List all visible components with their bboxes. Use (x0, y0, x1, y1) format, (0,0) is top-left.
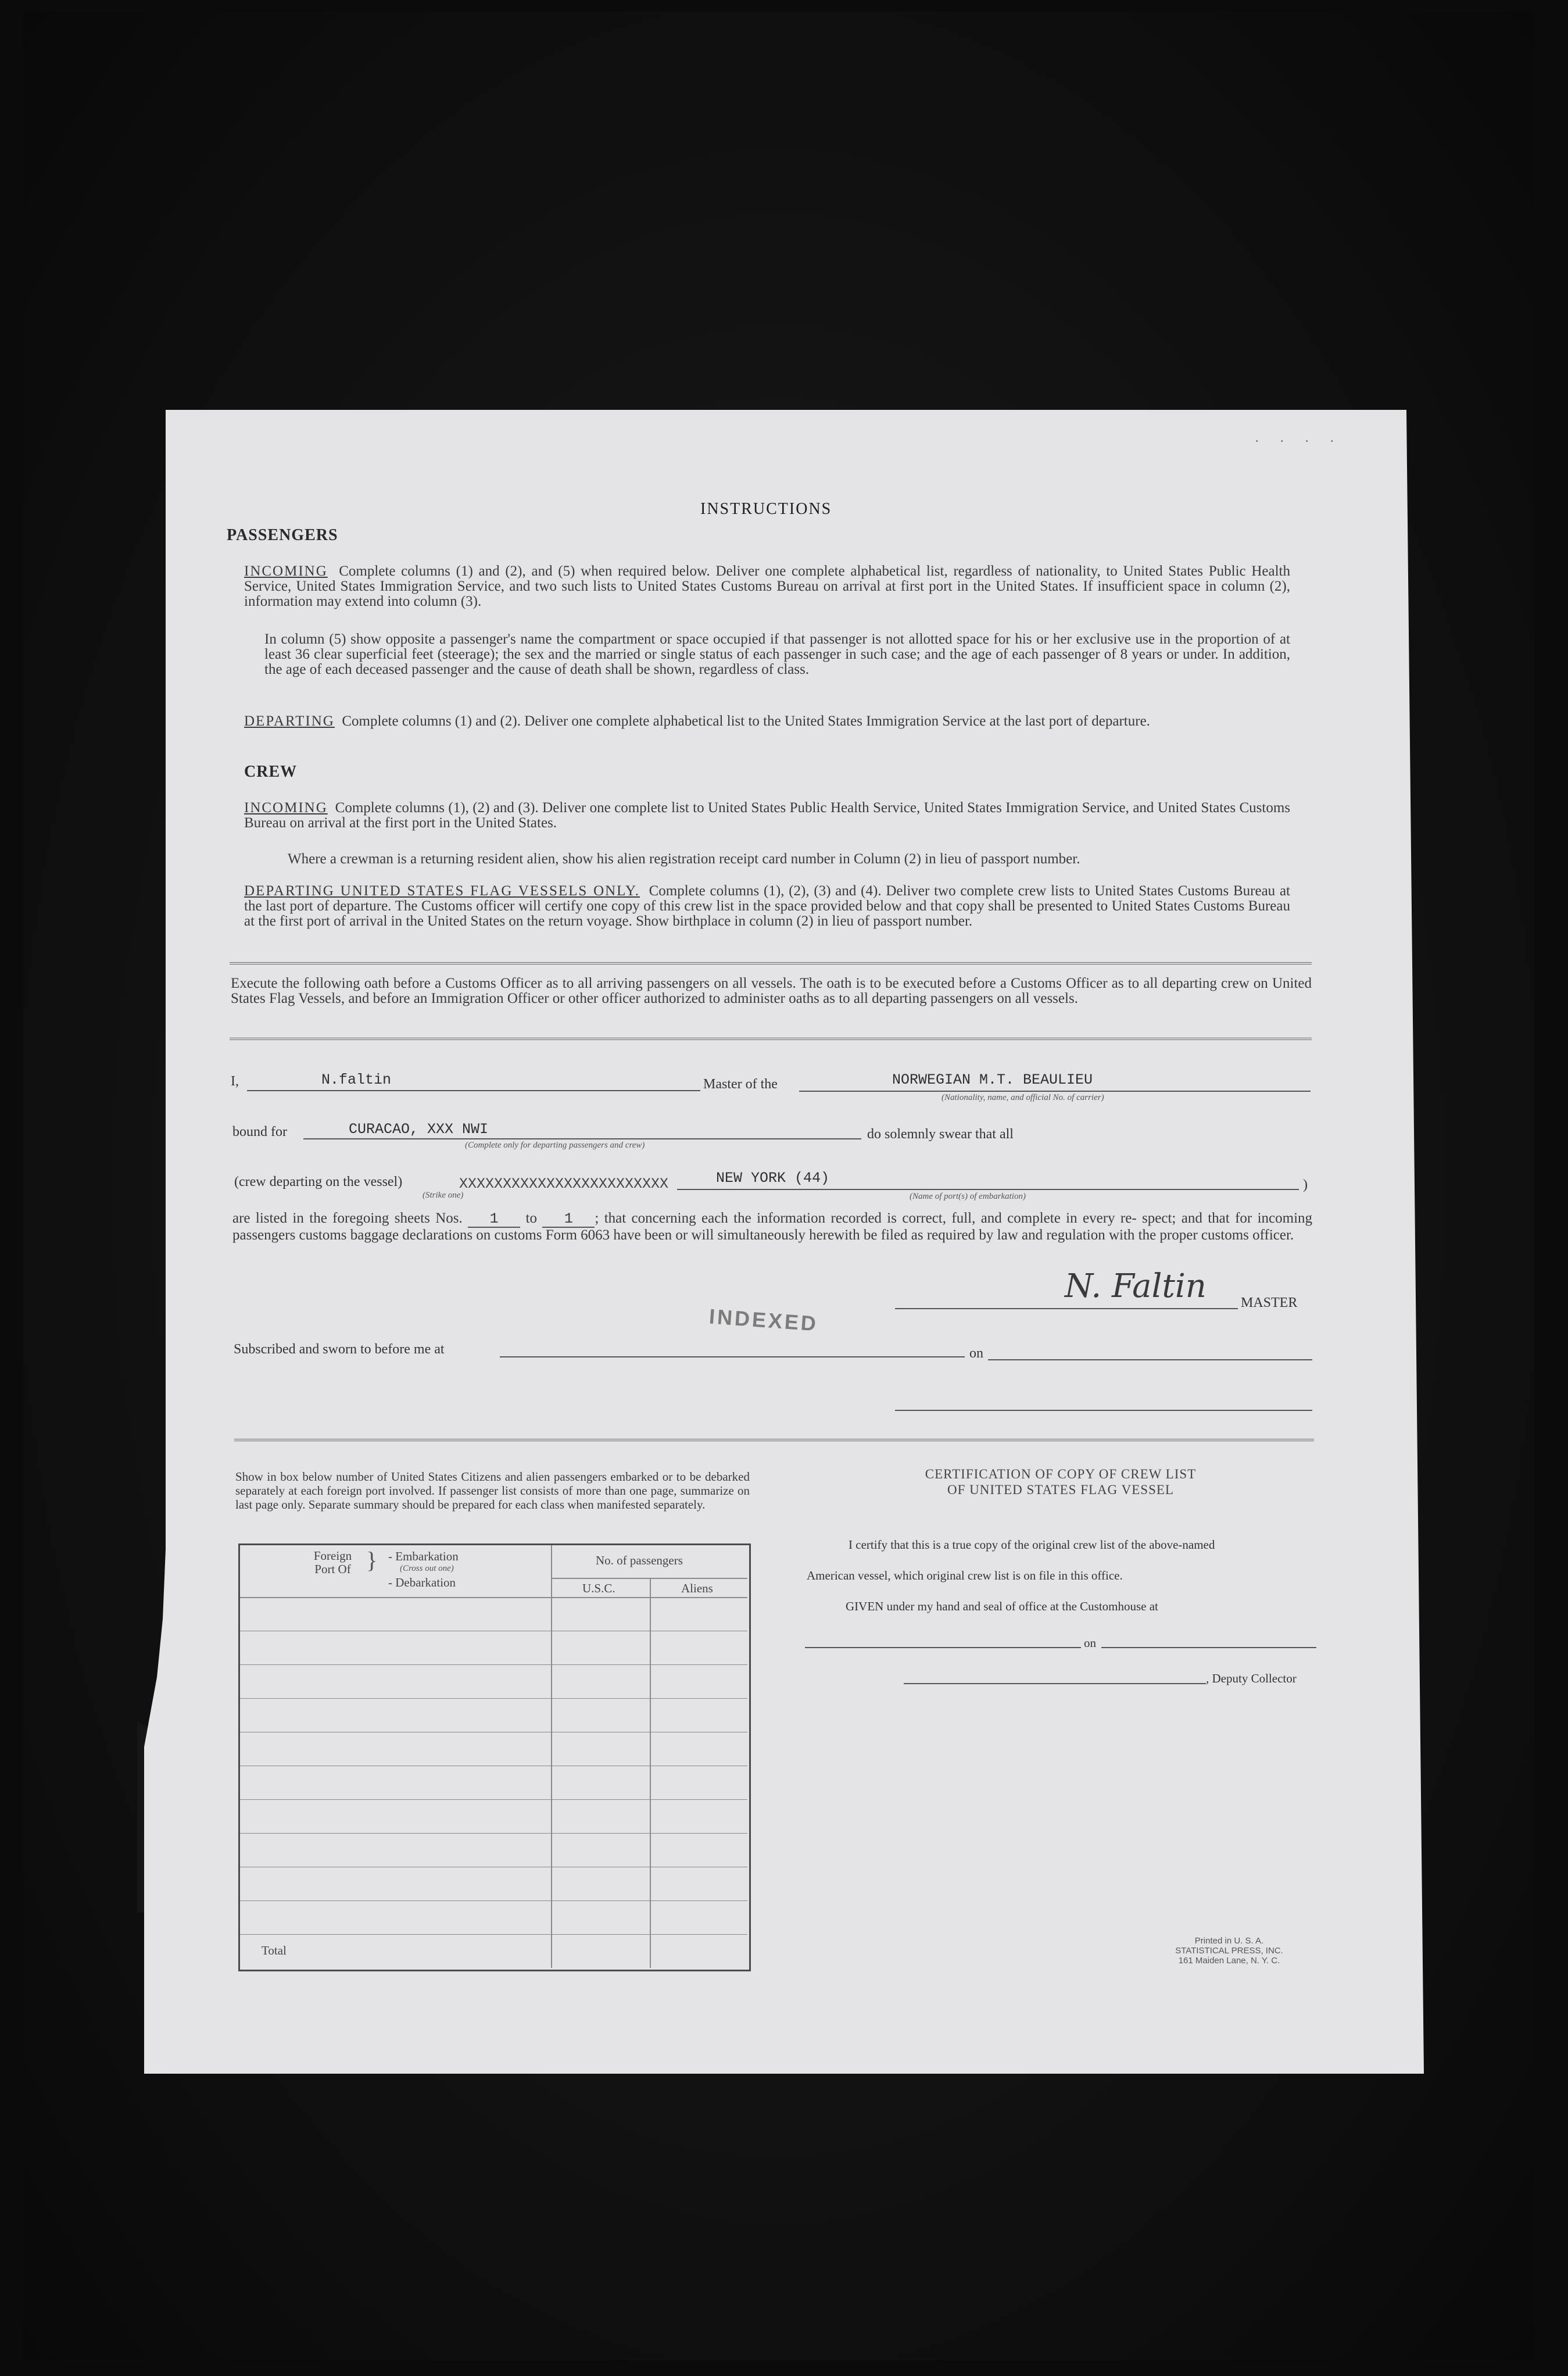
subscribed-place-line (500, 1356, 965, 1357)
col-usc: U.S.C. (582, 1581, 615, 1595)
bound-for-caption: (Complete only for departing passengers and crew) (465, 1141, 645, 1150)
table-col-divider-1 (551, 1545, 552, 1968)
certification-line1: I certify that this is a true copy of the original crew list of the above-named (849, 1538, 1215, 1552)
crew-departing-paragraph (244, 884, 1290, 929)
bound-for-value[interactable]: CURACAO, XXX NWI (349, 1121, 489, 1138)
port-line (677, 1189, 1299, 1190)
sheet-to[interactable]: 1 (542, 1212, 595, 1228)
embarkation-label: - Embarkation (388, 1549, 459, 1563)
subscribed-on-label: on (969, 1346, 983, 1361)
table-row (240, 1934, 747, 1935)
passengers-departing-label: DEPARTING (244, 713, 335, 729)
strike-caption: (Strike one) (423, 1191, 464, 1200)
certification-line2: American vessel, which original crew list is on file in this office. (807, 1568, 1123, 1582)
passengers-incoming-paragraph (244, 564, 1290, 609)
oath-instruction: Execute the following oath before a Customs Officer as to all arriving passengers on all vessels. The oath is to be executed before a Customs Officer as to all departing crew on United States Flag Vessels, and before an Immigration Officer or other officer authorized to administer oaths as to all departing passengers on all vessels. (231, 976, 1312, 1006)
subscribed-label: Subscribed and sworn to before me at (234, 1342, 445, 1357)
vessel-caption: (Nationality, name, and official No. of carrier) (941, 1093, 1104, 1102)
total-label: Total (262, 1943, 287, 1957)
vessel-line (799, 1091, 1311, 1092)
table-row (240, 1900, 747, 1901)
port-of-embarkation[interactable]: NEW YORK (44) (716, 1170, 830, 1187)
crew-departing-text: Complete columns (1), (2), (3) and (4). Deliver two complete crew lists to United States Customs Bureau at the last port of departure. The Customs officer will certify one copy of this crew list in the space provided below and that copy shall be presented to United States Customs Bureau at the first port of arrival in the United States on the return voyage. Show birthplace in column (2) in lieu of passport number. (244, 883, 1290, 929)
crew-departing-label: (crew departing on the vessel) (234, 1174, 403, 1189)
certification-title-line1: CERTIFICATION OF COPY OF CREW LIST (925, 1467, 1197, 1481)
col-foreign-port: Foreign Port Of (313, 1549, 352, 1576)
vessel-name[interactable]: NORWEGIAN M.T. BEAULIEU (892, 1071, 1093, 1088)
col-aliens: Aliens (681, 1581, 713, 1595)
master-name-line (247, 1090, 700, 1091)
oath-i-label: I, (231, 1074, 239, 1089)
summary-instruction: Show in box below number of United States Citizens and alien passengers embarked or to be debarked separately at each foreign port involved. If passenger list consists of more than one page, summarize on last page only. Separate summary should be prepared for each class when manifested separately. (235, 1470, 750, 1512)
indexed-stamp: INDEXED (708, 1304, 819, 1336)
crew-resident-paragraph: Where a crewman is a returning resident alien, show his alien registration receipt card number in Column (2) in lieu of passport number. (288, 851, 1080, 867)
divider-oath (230, 1038, 1312, 1040)
master-signature: N. Faltin (1065, 1267, 1207, 1305)
sheets-paragraph (232, 1211, 1312, 1243)
divider-bottom (234, 1439, 1314, 1441)
bound-for-label: bound for (232, 1124, 287, 1139)
passengers-departing-text: Complete columns (1) and (2). Deliver one complete alphabetical list to the United States Immigration Service at the last port of departure. (342, 713, 1150, 729)
col-passengers: No. of passengers (596, 1553, 683, 1567)
sheets-label: are listed in the foregoing sheets Nos. (232, 1210, 463, 1226)
certification-on-label: on (1084, 1636, 1096, 1650)
bound-for-line (303, 1138, 861, 1139)
certification-title (898, 1466, 1223, 1498)
to-label: to (525, 1210, 537, 1226)
certification-title-line2: OF UNITED STATES FLAG VESSEL (947, 1482, 1174, 1497)
instructions-title: INSTRUCTIONS (700, 500, 832, 518)
customhouse-line (805, 1647, 1081, 1648)
deputy-collector-line (904, 1683, 1206, 1684)
sheet-from[interactable]: 1 (468, 1212, 520, 1228)
table-subheader-line (552, 1578, 747, 1579)
printer-imprint (1142, 1936, 1316, 1966)
master-label: MASTER (1241, 1295, 1298, 1310)
certification-line3: GIVEN under my hand and seal of office at the Customhouse at (846, 1599, 1158, 1613)
passengers-incoming-text: Complete columns (1) and (2), and (5) when required below. Deliver one complete alphabetical list, regardless of nationality, to United States Public Health Service, United States Immigration Service, and two such lists to United States Customs Bureau on arrival at first port in the United States. If insufficient space in column (2), information may extend into column (3). (244, 563, 1290, 609)
passengers-departing-paragraph (244, 714, 1290, 729)
cross-out-label: (Cross out one) (400, 1564, 454, 1573)
table-row (240, 1698, 747, 1699)
close-paren: ) (1303, 1177, 1308, 1192)
swear-text: do solemnly swear that all (867, 1127, 1014, 1142)
crew-departing-label: DEPARTING UNITED STATES FLAG VESSELS ONLY. (244, 883, 640, 899)
officer-signature-line (895, 1410, 1312, 1411)
crew-incoming-text: Complete columns (1), (2) and (3). Deliver one complete list to United States Public Health Service, United States Immigration Service, and United States Customs Bureau on arrival at the first port in the United States. (244, 800, 1290, 831)
strikeout-text: XXXXXXXXXXXXXXXXXXXXXXXX (459, 1176, 669, 1192)
divider-top (230, 962, 1312, 964)
crew-incoming-paragraph (244, 801, 1290, 831)
master-name[interactable]: N.faltin (321, 1071, 392, 1088)
table-row (240, 1664, 747, 1665)
table-row (240, 1833, 747, 1834)
certification-date-line (1101, 1647, 1316, 1648)
master-of-label: Master of the (703, 1077, 778, 1092)
passengers-heading: PASSENGERS (227, 526, 338, 544)
crew-incoming-label: INCOMING (244, 800, 328, 816)
deputy-collector-label: , Deputy Collector (1206, 1671, 1297, 1685)
table-col-divider-2 (650, 1579, 651, 1968)
signature-line (895, 1308, 1238, 1309)
crew-heading: CREW (244, 763, 298, 781)
debarkation-label: - Debarkation (388, 1575, 456, 1589)
printer-line3: 161 Maiden Lane, N. Y. C. (1178, 1956, 1280, 1966)
printer-line2: STATISTICAL PRESS, INC. (1175, 1946, 1283, 1956)
brace-icon: } (366, 1547, 378, 1573)
passengers-incoming-label: INCOMING (244, 563, 328, 579)
printer-line1: Printed in U. S. A. (1194, 1936, 1264, 1946)
subscribed-date-line (988, 1359, 1312, 1360)
table-header-bottom (240, 1597, 747, 1598)
table-row (240, 1799, 747, 1800)
passengers-column5-paragraph: In column (5) show opposite a passenger's name the compartment or space occupied if that passenger is not allotted space for his or her exclusive use in the proportion of at least 36 clear superficial feet (steerage); the sex and the married or single status of each passenger in such case; and the age of each passenger of 8 years or under. In addition, the age of each deceased passenger and the cause of death shall be shown, regardless of class. (264, 631, 1290, 677)
certify-text-2: spect; and that for incoming passengers customs baggage declarations on customs Form 6063 have been or will simultaneously herewith be filed as required by law and regulation with the proper customs officer. (232, 1210, 1313, 1243)
certify-text-1: ; that concerning each the information recorded is correct, full, and complete in every re- (595, 1210, 1137, 1226)
port-caption: (Name of port(s) of embarkation) (910, 1192, 1026, 1201)
passenger-summary-table (238, 1543, 751, 1971)
corner-marks: . . . . (1255, 430, 1343, 445)
